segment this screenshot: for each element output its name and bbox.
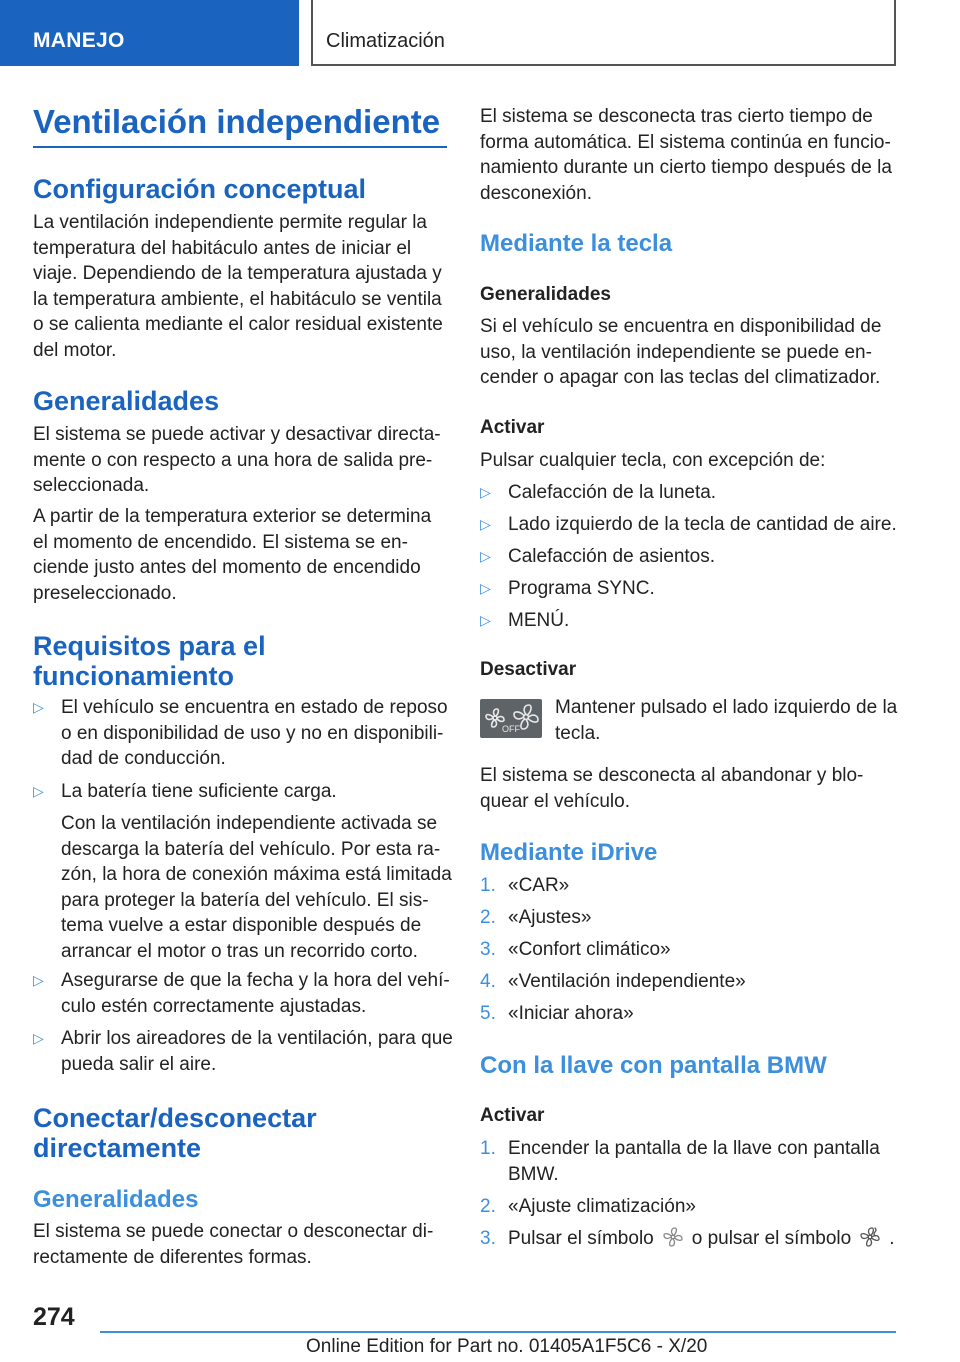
text-line: del motor. [33, 339, 117, 361]
text-line: tema vuelve a estar disponible después de [61, 915, 422, 936]
text-line: El sistema se desconecta tras cierto tiempo de [480, 106, 873, 127]
step-number: 2. [480, 907, 496, 928]
requirements-heading [33, 631, 266, 691]
footer-rule [100, 1331, 896, 1333]
step-text: «Ventilación independiente» [508, 971, 746, 992]
text-line: El sistema se desconecta al abandonar y blo‐ [480, 765, 864, 786]
list-item [480, 512, 900, 538]
item-text: MENÚ. [508, 610, 570, 631]
text-line: mente o con respecto a una hora de salida pre‐ [33, 449, 433, 471]
key-general-paragraph [480, 314, 900, 391]
heading-line: Conectar/desconectar [33, 1103, 317, 1133]
direct-paragraph [33, 1219, 453, 1270]
triangle-right-icon: ▷ [480, 484, 491, 500]
text-line: seleccionada. [33, 475, 150, 496]
text-line: descarga la batería del vehículo. Por esta ra‐ [61, 838, 441, 860]
step-number: 1. [480, 1138, 496, 1159]
text-line: forma automática. El sistema continúa en funcio‐ [480, 131, 891, 153]
section-label: MANEJO [33, 29, 125, 52]
fan-off-button-image [480, 699, 542, 738]
footer-edition: Online Edition for Part no. 01405A1F5C6 - X/20 [306, 1336, 708, 1357]
list-item [33, 1026, 453, 1077]
triangle-right-icon: ▷ [480, 548, 491, 564]
fan-icon [662, 1227, 684, 1247]
svg-text:OFF: OFF [502, 724, 520, 734]
step-number: 3. [480, 939, 496, 960]
step-text: «Ajustes» [508, 907, 592, 928]
general-heading: Generalidades [33, 386, 220, 416]
text-line: Encender la pantalla de la llave con pantalla [508, 1138, 880, 1159]
text-line: dad de conducción. [61, 748, 226, 769]
triangle-right-icon: ▷ [33, 972, 44, 988]
step-text: o pulsar el símbolo [691, 1228, 852, 1249]
step-number: 3. [480, 1228, 496, 1249]
list-item [480, 1194, 900, 1220]
heading-line: Requisitos para el [33, 631, 266, 661]
text-line: pueda salir el aire. [61, 1053, 217, 1075]
text-line: El sistema se puede activar y desactivar directa‐ [33, 424, 441, 445]
text-line: preseleccionado. [33, 582, 177, 604]
text-line: cender o apagar con las teclas del climatizador. [480, 367, 881, 388]
page-number: 274 [33, 1303, 75, 1331]
text-line: namiento durante un cierto tiempo después de la [480, 157, 892, 178]
step-text: «CAR» [508, 875, 570, 896]
text-line: para proteger la batería del vehículo. El sis‐ [61, 889, 429, 911]
text-line: Si el vehículo se encuentra en disponibilidad de [480, 316, 882, 337]
step-number: 4. [480, 971, 496, 992]
text-line: La ventilación independiente permite regular la [33, 212, 427, 233]
list-item [480, 873, 900, 899]
text-line: la temperatura ambiente, el habitáculo se ventila [33, 288, 442, 310]
list-item [480, 937, 900, 963]
keydisplay-heading: Con la llave con pantalla BMW [480, 1052, 827, 1079]
item-text: Calefacción de la luneta. [508, 482, 717, 503]
triangle-right-icon: ▷ [33, 783, 44, 799]
fan-off-icon [480, 699, 542, 738]
list-item [480, 905, 900, 931]
key-general-heading: Generalidades [480, 284, 611, 305]
triangle-right-icon: ▷ [33, 699, 44, 715]
key-heading: Mediante la tecla [480, 230, 673, 257]
text-line: rectamente de diferentes formas. [33, 1246, 312, 1268]
list-item [33, 779, 453, 805]
list-item [480, 544, 900, 570]
direct-heading [33, 1103, 317, 1163]
general-paragraph-2 [33, 504, 453, 606]
activate-heading: Activar [480, 417, 545, 438]
step-text: . [889, 1228, 895, 1249]
text-line: Abrir los aireadores de la ventilación, para que [61, 1028, 453, 1049]
deactivate-heading: Desactivar [480, 659, 577, 680]
item-text: Lado izquierdo de la tecla de cantidad de aire. [508, 514, 897, 535]
title-rule [33, 146, 447, 148]
text-line: BMW. [508, 1163, 559, 1185]
list-item [480, 1001, 900, 1027]
deactivate-note [480, 763, 900, 814]
list-item [33, 968, 453, 1019]
battery-note [61, 811, 453, 964]
concept-heading: Configuración conceptual [33, 174, 367, 204]
text-line: El vehículo se encuentra en estado de reposo [61, 697, 448, 718]
triangle-right-icon: ▷ [480, 612, 491, 628]
list-item [480, 1136, 900, 1187]
heading-line: directamente [33, 1133, 202, 1163]
step-number: 5. [480, 1003, 496, 1024]
deactivate-paragraph [555, 695, 900, 746]
step-number: 1. [480, 875, 496, 896]
text-line: culo estén correctamente ajustadas. [61, 995, 367, 1017]
text-line: desconexión. [480, 182, 592, 204]
text-line: El sistema se puede conectar o desconectar di‐ [33, 1221, 434, 1242]
text-line: Con la ventilación independiente activada se [61, 813, 438, 834]
text-line: viaje. Dependiendo de la temperatura ajustada y [33, 263, 442, 284]
text-line: La batería tiene suficiente carga. [61, 781, 337, 802]
list-item [33, 695, 453, 772]
direct-sub-heading: Generalidades [33, 1186, 199, 1213]
activate-intro: Pulsar cualquier tecla, con excepción de: [480, 450, 826, 471]
text-line: uso, la ventilación independiente se puede en‐ [480, 341, 872, 363]
text-line: tecla. [555, 722, 601, 744]
text-line: quear el vehículo. [480, 790, 630, 812]
item-text: Programa SYNC. [508, 578, 655, 599]
list-item [480, 576, 900, 602]
idrive-heading: Mediante iDrive [480, 839, 658, 866]
text-line: Asegurarse de que la fecha y la hora del vehí‐ [61, 970, 450, 991]
chapter-label: Climatización [326, 30, 445, 52]
step-text: Pulsar el símbolo [508, 1228, 654, 1249]
fan-heat-icon [859, 1227, 881, 1247]
chapter-tab [311, 0, 896, 66]
list-item [480, 480, 900, 506]
text-line: o en disponibilidad de uso y no en disponibili‐ [61, 722, 444, 744]
text-line: A partir de la temperatura exterior se determina [33, 506, 432, 527]
general-paragraph-1 [33, 422, 453, 499]
section-tab [0, 0, 299, 66]
concept-paragraph [33, 210, 453, 363]
triangle-right-icon: ▷ [480, 516, 491, 532]
text-line: arrancar el motor o tras un recorrido corto. [61, 940, 418, 962]
list-item [480, 969, 900, 995]
list-item [480, 1226, 900, 1252]
text-line: zón, la hora de conexión máxima está limitada [61, 864, 452, 885]
text-line: o se calienta mediante el calor residual existente [33, 314, 443, 335]
page-title: Ventilación independiente [33, 103, 441, 140]
text-line: Mantener pulsado el lado izquierdo de la [555, 697, 898, 718]
triangle-right-icon: ▷ [33, 1030, 44, 1046]
step-text: «Confort climático» [508, 939, 671, 960]
step-number: 2. [480, 1196, 496, 1217]
text-line: «Ajuste climatización» [508, 1196, 696, 1217]
list-item [480, 608, 900, 634]
step-text: «Iniciar ahora» [508, 1003, 634, 1024]
heading-line: funcionamiento [33, 661, 234, 691]
text-line: el momento de encendido. El sistema se en‐ [33, 531, 408, 553]
intro-paragraph [480, 104, 900, 206]
text-line: ciende justo antes del momento de encendido [33, 557, 421, 578]
triangle-right-icon: ▷ [480, 580, 491, 596]
text-line: temperatura del habitáculo antes de iniciar el [33, 237, 412, 259]
kd-activate-heading: Activar [480, 1105, 545, 1126]
item-text: Calefacción de asientos. [508, 546, 716, 567]
